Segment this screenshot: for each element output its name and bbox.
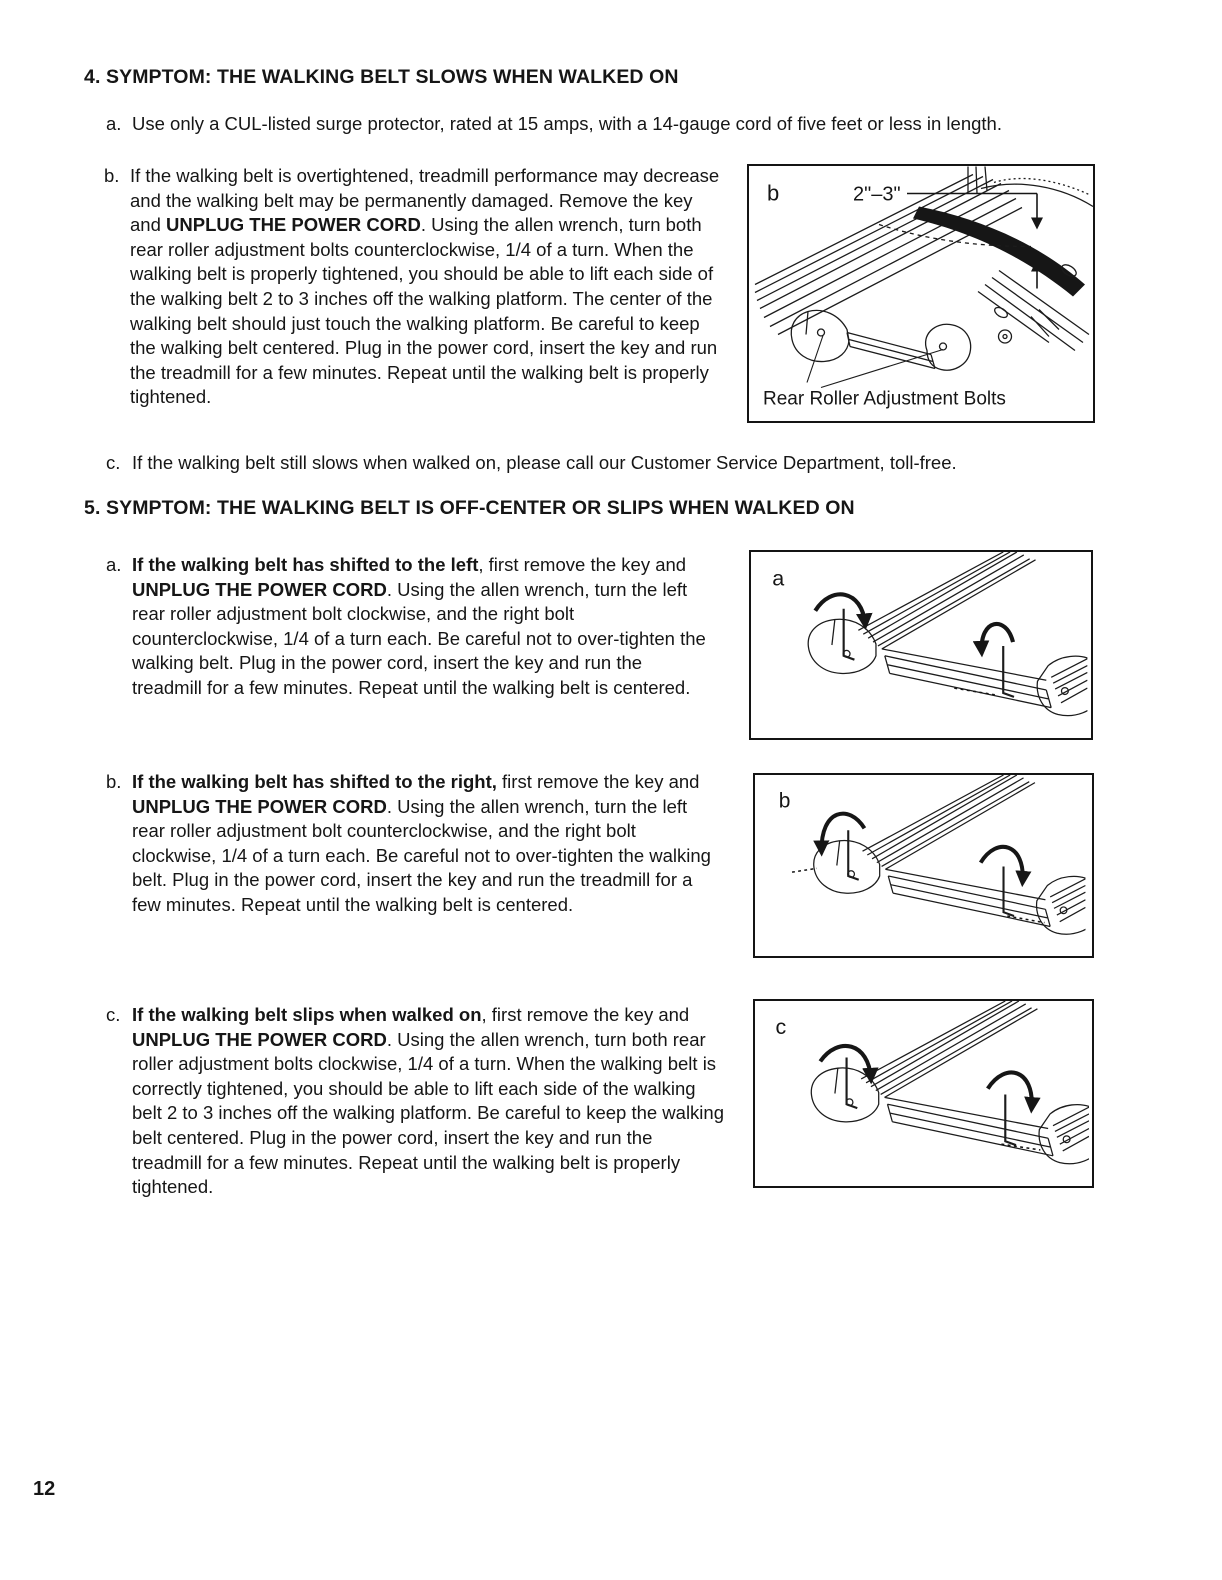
step-5c-text: If the walking belt slips when walked on, first remove the key and UNPLUG THE POWER CORD. Using the allen wrench, turn both rear roller adjustment bolts clockwise, 1/4 of a turn. When the walking belt is correctly tightened, you should be able to lift each side of the walking belt 2 to 3 inches off the walking platform. Be careful to keep the walking belt centered. Plug in the power cord, insert the key and run the treadmill for a few minutes. Repeat until the walking belt is properly tightened.: [132, 1004, 724, 1198]
step-5c-label: c.: [106, 1004, 121, 1025]
step-4c: [106, 451, 1186, 476]
belt-slips-illustration: [755, 1001, 1092, 1186]
belt-shifted-left-illustration: [751, 552, 1091, 738]
step-4a-text: Use only a CUL-listed surge protector, rated at 15 amps, with a 14-gauge cord of five feet or less in length.: [132, 113, 1002, 134]
page-number: 12: [33, 1478, 56, 1500]
step-5b-label: b.: [106, 771, 122, 792]
section-5-heading: 5. SYMPTOM: THE WALKING BELT IS OFF-CENTER OR SLIPS WHEN WALKED ON: [84, 497, 855, 519]
left-bolt-counterclockwise-arrow: [822, 814, 865, 852]
step-5c: [106, 1003, 726, 1200]
figure-caption: Rear Roller Adjustment Bolts: [763, 388, 1006, 410]
figure-belt-shifted-right: [753, 773, 1094, 958]
step-4b: [104, 164, 720, 410]
figure-belt-slips: [753, 999, 1094, 1188]
figure-label: a: [772, 566, 785, 591]
step-4b-text: If the walking belt is overtightened, treadmill performance may decrease and the walking belt may be permanently damaged. Remove the key and UNPLUG THE POWER CORD. Using the allen wrench, turn both rear roller adjustment bolts counterclockwise, 1/4 of a turn. When the walking belt is properly tightened, you should be able to lift each side of the walking belt 2 to 3 inches off the walking platform. The center of the walking belt should just touch the walking platform. Be careful to keep the walking belt centered. Plug in the power cord, insert the key and run the treadmill for a few minutes. Repeat until the walking belt is properly tightened.: [130, 165, 720, 408]
rotation-arrows: [815, 594, 1013, 695]
rotation-arrows: [792, 814, 1044, 923]
treadmill-perspective-drawing: [755, 167, 1093, 388]
step-5a-text: If the walking belt has shifted to the left, first remove the key and UNPLUG THE POWER CORD. Using the allen wrench, turn the left rear roller adjustment bolt clockwise, and the right bolt counterclockwise, 1/4 of a turn each. Be careful not to over-tighten the walking belt. Plug in the power cord, insert the key and run the treadmill for a few minutes. Repeat until the walking belt is centered.: [132, 554, 706, 698]
dimension-label: 2"–3": [853, 183, 901, 206]
section-4-heading: 4. SYMPTOM: THE WALKING BELT SLOWS WHEN WALKED ON: [84, 66, 679, 88]
figure-label: b: [778, 789, 791, 813]
left-bolt-clockwise-arrow: [815, 594, 865, 624]
step-4a: [106, 112, 1186, 137]
overtightened-belt-illustration: [749, 166, 1093, 421]
figure-label: c: [775, 1015, 787, 1040]
step-5b-text: If the walking belt has shifted to the right, first remove the key and UNPLUG THE POWER CORD. Using the allen wrench, turn the left rear roller adjustment bolt counterclockwise, and the right bolt clockwise, 1/4 of a turn each. Be careful not to over-tighten the walking belt. Plug in the power cord, insert the key and run the treadmill for a few minutes. Repeat until the walking belt is centered.: [132, 771, 711, 915]
step-5a-label: a.: [106, 554, 122, 575]
step-5a: [106, 553, 708, 701]
right-bolt-clockwise-arrow: [981, 847, 1023, 882]
step-4b-label: b.: [104, 165, 120, 186]
figure-belt-shifted-left: [749, 550, 1093, 740]
dashed-lead: [792, 868, 1044, 922]
step-4a-label: a.: [106, 113, 122, 134]
right-bolt-clockwise-arrow: [988, 1072, 1032, 1108]
step-4c-label: c.: [106, 452, 121, 473]
rotation-arrows: [820, 1046, 1040, 1150]
step-5b: [106, 770, 718, 918]
step-4c-text: If the walking belt still slows when walked on, please call our Customer Service Department, toll-free.: [132, 452, 957, 473]
right-bolt-counterclockwise-arrow: [982, 624, 1013, 652]
figure-label: b: [767, 180, 780, 206]
figure-overtightened-belt: [747, 164, 1095, 423]
belt-shifted-right-illustration: [755, 775, 1092, 956]
